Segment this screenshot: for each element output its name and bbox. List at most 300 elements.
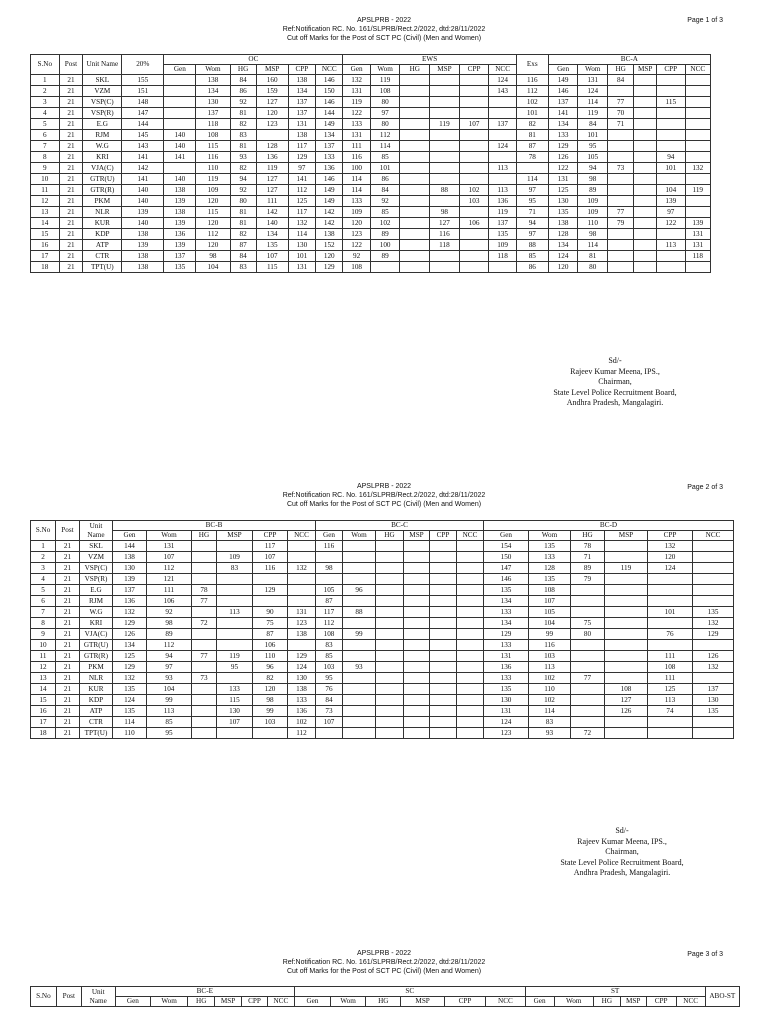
table-cell: 123 [484, 728, 529, 739]
table-cell: 109 [196, 185, 230, 196]
table-cell: 21 [59, 196, 83, 207]
table-cell: 108 [648, 662, 693, 673]
table-cell [288, 585, 316, 596]
table-cell [288, 541, 316, 552]
table-cell: 87 [230, 240, 256, 251]
col-exs: Exs [516, 55, 548, 75]
table-cell [459, 75, 489, 86]
table-cell: 136 [113, 596, 147, 607]
table-cell: 132 [693, 618, 734, 629]
table-cell: 104 [196, 262, 230, 273]
table-cell [693, 673, 734, 684]
table-cell: 82 [230, 229, 256, 240]
table-cell [192, 695, 217, 706]
table-cell: 102 [370, 218, 400, 229]
table-cell: 87 [316, 596, 343, 607]
table-cell [693, 640, 734, 651]
table-cell: 11 [31, 651, 56, 662]
table-cell: 110 [529, 684, 571, 695]
table-cell [343, 728, 376, 739]
sub-header-cell: NCC [486, 997, 525, 1007]
table-cell: 21 [59, 119, 83, 130]
unit-name-cell: NLR [83, 207, 122, 218]
table-cell: 16 [31, 240, 60, 251]
table-cell: 119 [217, 651, 253, 662]
col-post: Post [56, 521, 80, 541]
table-cell: 139 [164, 240, 196, 251]
table-cell [217, 541, 253, 552]
table-cell: 108 [529, 585, 571, 596]
table-cell: 21 [59, 108, 83, 119]
unit-name-cell: KUR [83, 218, 122, 229]
table-cell: 135 [113, 706, 147, 717]
table-cell [430, 629, 457, 640]
table-cell: 98 [316, 563, 343, 574]
table-cell [400, 163, 430, 174]
table-cell: 155 [122, 75, 164, 86]
sub-header-cell: Wom [196, 65, 230, 75]
table-cell: 129 [484, 629, 529, 640]
table-cell [571, 706, 605, 717]
table-cell: 85 [516, 251, 548, 262]
table-cell [634, 152, 657, 163]
table-cell: 132 [288, 218, 315, 229]
table-cell: 21 [56, 728, 80, 739]
signature-name: Rajeev Kumar Meena, IPS., [570, 366, 660, 376]
table-cell: 148 [122, 97, 164, 108]
table-cell: 138 [196, 75, 230, 86]
table-cell: 103 [253, 717, 288, 728]
table-cell [430, 596, 457, 607]
unit-name-cell: GTR(U) [83, 174, 122, 185]
table-cell: 88 [430, 185, 460, 196]
table-cell: 21 [59, 152, 83, 163]
table-cell: 96 [343, 585, 376, 596]
table-cell: 131 [685, 240, 710, 251]
table-cell: 135 [484, 684, 529, 695]
sub-header-cell: NCC [457, 531, 484, 541]
table-cell: 21 [59, 130, 83, 141]
sub-header-cell: Wom [151, 997, 188, 1007]
table-row [31, 651, 734, 662]
cutoff-table-page-2 [30, 520, 734, 739]
table-cell: 140 [122, 218, 164, 229]
table-cell [316, 728, 343, 739]
table-cell: 132 [685, 163, 710, 174]
table-cell: 81 [230, 218, 256, 229]
table-row [31, 251, 711, 262]
table-cell: 88 [343, 607, 376, 618]
table-cell: 111 [648, 673, 693, 684]
table-cell: 120 [343, 218, 370, 229]
table-cell: 12 [31, 196, 60, 207]
table-cell: 21 [56, 662, 80, 673]
table-cell: 119 [605, 563, 648, 574]
table-cell: 139 [164, 196, 196, 207]
unit-name-cell: RJM [83, 130, 122, 141]
table-cell: 133 [484, 640, 529, 651]
table-cell: 21 [59, 163, 83, 174]
sub-header-cell: MSP [605, 531, 648, 541]
table-cell: 114 [343, 174, 370, 185]
table-cell: 8 [31, 152, 60, 163]
table-cell: 134 [256, 229, 288, 240]
table-cell: 21 [56, 618, 80, 629]
table-row [31, 119, 711, 130]
col-sno: S.No [31, 987, 57, 1007]
table-cell [343, 651, 376, 662]
table-cell: 5 [31, 585, 56, 596]
table-cell: 101 [578, 130, 608, 141]
table-cell [217, 728, 253, 739]
table-cell [404, 596, 430, 607]
table-cell [430, 607, 457, 618]
table-cell: 135 [484, 585, 529, 596]
table-cell [605, 607, 648, 618]
table-cell: 129 [253, 585, 288, 596]
table-cell: 83 [230, 130, 256, 141]
table-cell: 132 [288, 563, 316, 574]
table-cell: 138 [164, 207, 196, 218]
doc-subtitle: Cut off Marks for the Post of SCT PC (Civil) (Men and Women) [286, 968, 482, 975]
table-cell: 135 [489, 229, 516, 240]
table-cell: 110 [253, 651, 288, 662]
table-cell [605, 574, 648, 585]
table-cell: 141 [288, 174, 315, 185]
table-cell [571, 596, 605, 607]
table-cell: 98 [578, 174, 608, 185]
table-cell: 1 [31, 75, 60, 86]
table-cell [605, 673, 648, 684]
unit-name-cell: VJA(C) [80, 629, 113, 640]
table-cell [400, 240, 430, 251]
table-cell [192, 552, 217, 563]
table-cell [457, 552, 484, 563]
table-cell [657, 108, 686, 119]
doc-title: APSLPRB - 2022 [356, 483, 412, 490]
table-cell [605, 618, 648, 629]
group-ews: EWS [343, 55, 516, 65]
table-cell [648, 640, 693, 651]
table-cell [457, 640, 484, 651]
table-cell: 92 [343, 251, 370, 262]
table-cell [571, 662, 605, 673]
table-cell [404, 717, 430, 728]
table-cell: 149 [548, 75, 578, 86]
table-cell [164, 108, 196, 119]
table-cell [192, 662, 217, 673]
table-cell [457, 629, 484, 640]
table-row [31, 629, 734, 640]
table-cell [657, 141, 686, 152]
table-cell: 137 [196, 108, 230, 119]
table-cell [430, 141, 460, 152]
table-cell: 116 [430, 229, 460, 240]
table-cell [634, 207, 657, 218]
table-cell [605, 662, 648, 673]
table-cell: 78 [571, 541, 605, 552]
table-cell: 126 [693, 651, 734, 662]
table-cell: 21 [56, 673, 80, 684]
table-cell: 146 [484, 574, 529, 585]
table-cell [608, 251, 634, 262]
table-cell [430, 97, 460, 108]
sub-header-row [31, 997, 740, 1007]
table-cell [288, 552, 316, 563]
table-cell: 18 [31, 262, 60, 273]
page-number: Page 1 of 3 [687, 17, 723, 24]
table-cell: 122 [548, 163, 578, 174]
table-cell [685, 152, 710, 163]
table-cell: 142 [256, 207, 288, 218]
table-cell [404, 629, 430, 640]
table-cell [459, 86, 489, 97]
table-cell [192, 607, 217, 618]
table-row [31, 684, 734, 695]
table-cell: 21 [59, 185, 83, 196]
table-cell: 102 [516, 97, 548, 108]
sub-header-cell: Wom [331, 997, 366, 1007]
table-cell: 9 [31, 163, 60, 174]
table-cell [430, 541, 457, 552]
table-cell: 76 [316, 684, 343, 695]
table-cell [608, 240, 634, 251]
table-cell: 131 [343, 130, 370, 141]
table-cell: 108 [316, 629, 343, 640]
table-cell [404, 651, 430, 662]
table-cell: 113 [529, 662, 571, 673]
table-cell: 116 [529, 640, 571, 651]
table-cell: 21 [56, 552, 80, 563]
table-cell [457, 717, 484, 728]
table-cell: 78 [192, 585, 217, 596]
table-cell: 103 [529, 651, 571, 662]
table-cell: 77 [571, 673, 605, 684]
table-cell [685, 262, 710, 273]
table-cell: 124 [489, 75, 516, 86]
table-cell: 6 [31, 130, 60, 141]
table-cell [634, 97, 657, 108]
table-cell [489, 97, 516, 108]
table-cell: 98 [253, 695, 288, 706]
table-cell [571, 585, 605, 596]
table-cell [316, 552, 343, 563]
signature-sd: Sd/- [608, 356, 622, 365]
table-cell: 114 [343, 185, 370, 196]
table-cell: 84 [230, 251, 256, 262]
table-cell [685, 174, 710, 185]
signature-sd: Sd/- [615, 826, 629, 835]
table-row [31, 196, 711, 207]
table-cell: 112 [316, 618, 343, 629]
table-cell [634, 251, 657, 262]
table-cell: 134 [484, 596, 529, 607]
table-cell: 11 [31, 185, 60, 196]
signature-role: Chairman, [598, 377, 632, 386]
table-cell: 136 [484, 662, 529, 673]
table-cell: 123 [343, 229, 370, 240]
table-cell [376, 728, 404, 739]
table-cell: 140 [164, 130, 196, 141]
table-cell [608, 196, 634, 207]
unit-name-cell: VJA(C) [83, 163, 122, 174]
table-cell [648, 728, 693, 739]
table-cell [693, 552, 734, 563]
table-cell [430, 86, 460, 97]
table-cell: 102 [529, 695, 571, 706]
table-cell: 124 [578, 86, 608, 97]
table-cell: 124 [484, 717, 529, 728]
table-cell: 128 [548, 229, 578, 240]
table-cell: 130 [196, 97, 230, 108]
table-cell [459, 130, 489, 141]
table-cell [457, 684, 484, 695]
table-cell [376, 585, 404, 596]
cutoff-table-page-3 [30, 986, 740, 1007]
table-cell: 138 [122, 251, 164, 262]
unit-name-cell: W.G [83, 141, 122, 152]
table-cell: 119 [489, 207, 516, 218]
table-cell: 137 [693, 684, 734, 695]
table-cell: 21 [56, 684, 80, 695]
sub-header-cell: HG [376, 531, 404, 541]
sub-header-cell: NCC [685, 65, 710, 75]
table-cell [685, 196, 710, 207]
table-cell: 126 [113, 629, 147, 640]
unit-name-cell: NLR [80, 673, 113, 684]
col-abo-st: ABO-ST [705, 987, 739, 1007]
table-cell: 135 [529, 574, 571, 585]
table-cell: 85 [370, 152, 400, 163]
sub-header-cell: CPP [657, 65, 686, 75]
table-cell [693, 728, 734, 739]
table-cell: 129 [288, 651, 316, 662]
table-cell [608, 86, 634, 97]
table-cell: 103 [316, 662, 343, 673]
table-cell [343, 541, 376, 552]
table-cell: 101 [370, 163, 400, 174]
table-cell: 113 [217, 607, 253, 618]
table-cell [400, 185, 430, 196]
table-cell [404, 662, 430, 673]
table-cell [648, 618, 693, 629]
signature-org: State Level Police Recruitment Board, [560, 857, 684, 867]
table-cell: 71 [516, 207, 548, 218]
group-bc-a: BC-A [548, 55, 710, 65]
table-cell: 124 [288, 662, 316, 673]
table-cell [685, 86, 710, 97]
table-row [31, 541, 734, 552]
table-cell [634, 141, 657, 152]
table-cell [288, 596, 316, 607]
table-cell: 21 [56, 629, 80, 640]
table-cell: 133 [217, 684, 253, 695]
table-cell: 129 [288, 152, 315, 163]
table-cell: 138 [288, 75, 315, 86]
table-cell: 134 [113, 640, 147, 651]
table-cell: 144 [316, 108, 343, 119]
table-cell [657, 229, 686, 240]
table-cell: 71 [608, 119, 634, 130]
table-cell [459, 152, 489, 163]
table-cell: 120 [196, 240, 230, 251]
sub-header-cell: NCC [676, 997, 705, 1007]
table-cell: 120 [316, 251, 343, 262]
table-cell [605, 596, 648, 607]
table-cell: 115 [657, 97, 686, 108]
table-row [31, 640, 734, 651]
table-cell: 97 [657, 207, 686, 218]
table-cell: 147 [484, 563, 529, 574]
table-cell: 154 [484, 541, 529, 552]
table-cell: 112 [288, 185, 315, 196]
table-cell: 109 [578, 207, 608, 218]
table-row [31, 240, 711, 251]
table-cell: 130 [288, 240, 315, 251]
table-cell: 136 [288, 706, 316, 717]
table-cell [400, 251, 430, 262]
table-cell: 107 [529, 596, 571, 607]
table-cell [376, 629, 404, 640]
table-cell: 77 [192, 596, 217, 607]
table-cell: 142 [316, 218, 343, 229]
table-cell: 70 [608, 108, 634, 119]
table-cell: 116 [516, 75, 548, 86]
table-cell [459, 251, 489, 262]
table-row [31, 207, 711, 218]
table-cell [657, 262, 686, 273]
table-cell [634, 75, 657, 86]
table-cell: 109 [343, 207, 370, 218]
table-cell: 127 [256, 185, 288, 196]
table-cell: 139 [164, 218, 196, 229]
table-cell: 107 [316, 717, 343, 728]
col-unit-name: Unit Name [81, 987, 115, 1007]
sub-header-cell: Wom [147, 531, 192, 541]
table-cell: 108 [605, 684, 648, 695]
table-cell: 150 [316, 86, 343, 97]
table-cell [457, 618, 484, 629]
col-unit-name: Unit Name [80, 521, 113, 541]
table-cell: 21 [59, 207, 83, 218]
table-cell [404, 640, 430, 651]
table-cell: 107 [147, 552, 192, 563]
sub-header-cell: HG [400, 65, 430, 75]
table-row [31, 662, 734, 673]
table-cell: 99 [147, 695, 192, 706]
table-cell: 80 [571, 629, 605, 640]
table-row [31, 218, 711, 229]
table-cell [217, 618, 253, 629]
table-cell [430, 717, 457, 728]
table-cell: 151 [122, 86, 164, 97]
table-cell: 94 [657, 152, 686, 163]
table-row [31, 607, 734, 618]
table-cell: 3 [31, 563, 56, 574]
table-cell [693, 574, 734, 585]
table-cell: 127 [256, 97, 288, 108]
table-cell: 72 [192, 618, 217, 629]
table-cell: 81 [578, 251, 608, 262]
table-cell: 146 [316, 75, 343, 86]
sub-header-cell: MSP [430, 65, 460, 75]
table-cell [217, 673, 253, 684]
table-cell: 120 [548, 262, 578, 273]
table-cell [685, 130, 710, 141]
table-cell: 124 [548, 251, 578, 262]
table-cell: 131 [288, 119, 315, 130]
table-cell [459, 97, 489, 108]
